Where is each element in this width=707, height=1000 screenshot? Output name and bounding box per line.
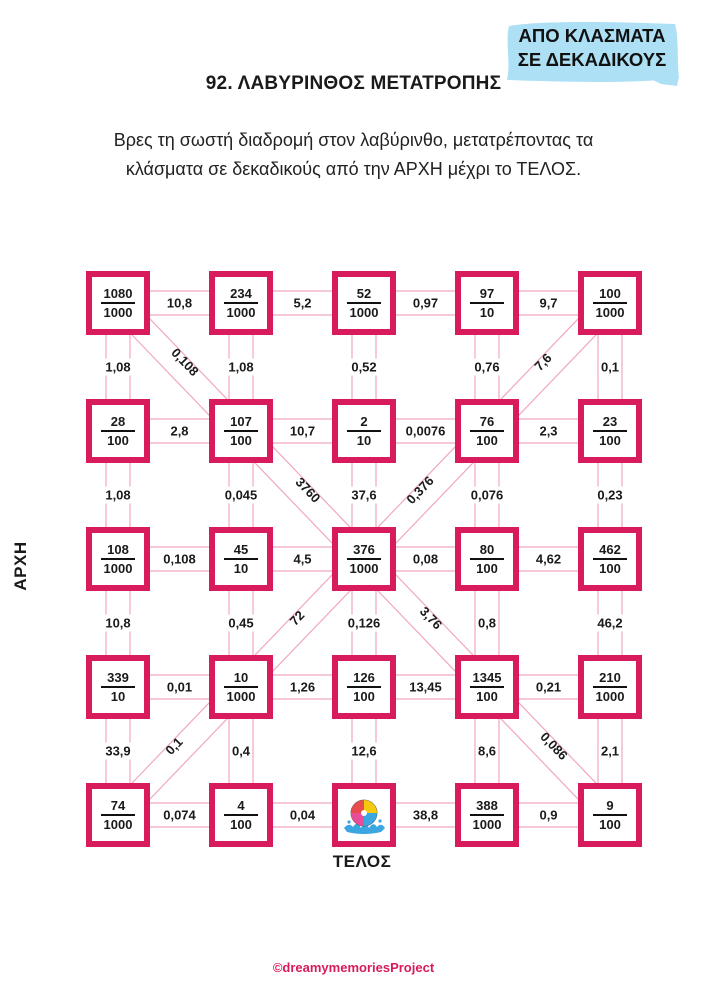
fraction-cell: [455, 655, 519, 719]
numerator: 10: [233, 670, 249, 686]
numerator: 2: [360, 414, 368, 430]
edge-label-h: 0,9: [539, 807, 558, 823]
fraction-bar: [347, 430, 381, 432]
edge-label-h: 10,7: [289, 423, 316, 439]
denominator: 1000: [103, 304, 133, 320]
edge-label-v: 46,2: [597, 615, 623, 631]
denominator: 10: [110, 688, 126, 704]
badge-line-2: ΣΕ ΔΕΚΑΔΙΚΟΥΣ: [517, 49, 667, 70]
edge-label-h: 0,108: [163, 551, 196, 567]
numerator: 9: [606, 798, 614, 814]
fraction-cell: [209, 655, 273, 719]
edge-label-h: 0,04: [289, 807, 316, 823]
edge-label-v: 33,9: [105, 743, 131, 759]
numerator: 1080: [103, 286, 133, 302]
edge-label-diagonal: 0,376: [403, 473, 438, 508]
edge-label-diagonal: 0,086: [536, 729, 571, 764]
edge-label-h: 38,8: [412, 807, 439, 823]
edge-label-v: 10,8: [105, 615, 131, 631]
edge-label-v: 1,08: [228, 359, 254, 375]
fraction-bar: [593, 302, 627, 304]
edge-label-v: 1,08: [105, 359, 131, 375]
fraction-bar: [224, 430, 258, 432]
fraction-cell: [578, 655, 642, 719]
numerator: 4: [237, 798, 245, 814]
fraction-cell: [455, 271, 519, 335]
fraction-cell: [209, 527, 273, 591]
fraction-cell: [332, 399, 396, 463]
fraction-bar: [593, 430, 627, 432]
edge-label-v: 0,23: [597, 487, 623, 503]
edge-label-h: 1,26: [289, 679, 316, 695]
numerator: 210: [599, 670, 621, 686]
denominator: 10: [233, 560, 249, 576]
edge-label-h: 13,45: [409, 679, 442, 695]
denominator: 100: [353, 688, 375, 704]
edge-label-diagonal: 0,108: [167, 345, 202, 380]
fraction-bar: [101, 302, 135, 304]
denominator: 100: [476, 560, 498, 576]
denominator: 1000: [226, 304, 256, 320]
numerator: 97: [479, 286, 495, 302]
fraction-cell: [332, 271, 396, 335]
fraction-cell: [209, 783, 273, 847]
numerator: 74: [110, 798, 126, 814]
fraction-bar: [347, 302, 381, 304]
fraction-cell: [209, 399, 273, 463]
edge-label-v: 0,52: [351, 359, 377, 375]
edge-label-h: 9,7: [539, 295, 558, 311]
page-title: 92. ΛΑΒΥΡΙΝΘΟΣ ΜΕΤΑΤΡΟΠΗΣ: [205, 73, 502, 94]
instructions-line-1: Βρες τη σωστή διαδρομή στον λαβύρινθο, μετατρέποντας τα: [113, 130, 594, 150]
numerator: 126: [353, 670, 375, 686]
numerator: 339: [107, 670, 129, 686]
edge-label-v: 0,076: [470, 487, 504, 503]
denominator: 1000: [349, 560, 379, 576]
fraction-bar: [101, 686, 135, 688]
edge-label-h: 0,97: [412, 295, 439, 311]
fraction-bar: [470, 558, 504, 560]
fraction-cell: [86, 655, 150, 719]
denominator: 100: [599, 560, 621, 576]
denominator: 100: [107, 432, 129, 448]
start-label: ΑΡΧΗ: [11, 541, 30, 591]
denominator: 1000: [595, 304, 625, 320]
edge-label-v: 1,08: [105, 487, 131, 503]
fraction-bar: [593, 558, 627, 560]
fraction-bar: [347, 558, 381, 560]
numerator: 76: [479, 414, 495, 430]
denominator: 1000: [472, 816, 502, 832]
fraction-bar: [470, 686, 504, 688]
numerator: 108: [107, 542, 129, 558]
fraction-cell: [578, 399, 642, 463]
fraction-bar: [470, 302, 504, 304]
denominator: 100: [599, 432, 621, 448]
beach-ball-splash-icon: [341, 792, 387, 838]
edge-label-diagonal: 7,6: [531, 350, 556, 374]
credit-text: ©dreamymemoriesProject: [272, 960, 435, 975]
fraction-bar: [101, 430, 135, 432]
edge-label-v: 0,4: [231, 743, 251, 759]
fraction-bar: [224, 686, 258, 688]
edge-label-h: 4,5: [293, 551, 312, 567]
fraction-cell: [455, 527, 519, 591]
numerator: 52: [356, 286, 372, 302]
fraction-cell: [578, 783, 642, 847]
fraction-cell: [332, 527, 396, 591]
edge-label-v: 0,126: [347, 615, 381, 631]
edge-label-h: 4,62: [535, 551, 562, 567]
edge-label-h: 2,3: [539, 423, 558, 439]
fraction-cell: [209, 271, 273, 335]
edge-label-diagonal: 3,76: [416, 603, 445, 633]
fraction-bar: [224, 302, 258, 304]
numerator: 462: [599, 542, 621, 558]
denominator: 1000: [103, 816, 133, 832]
denominator: 100: [599, 816, 621, 832]
edge-label-v: 2,1: [600, 743, 620, 759]
edge-label-v: 8,6: [477, 743, 497, 759]
edge-label-v: 0,45: [228, 615, 254, 631]
badge-line-1: ΑΠΟ ΚΛΑΣΜΑΤΑ: [518, 25, 666, 46]
denominator: 100: [476, 688, 498, 704]
numerator: 45: [233, 542, 249, 558]
fraction-bar: [470, 814, 504, 816]
end-cell: [332, 783, 396, 847]
fraction-bar: [470, 430, 504, 432]
numerator: 234: [230, 286, 252, 302]
edge-label-v: 0,76: [474, 359, 500, 375]
fraction-cell: [578, 271, 642, 335]
fraction-bar: [101, 558, 135, 560]
fraction-bar: [347, 686, 381, 688]
fraction-bar: [593, 686, 627, 688]
edge-label-h: 0,08: [412, 551, 439, 567]
edge-label-h: 10,8: [166, 295, 193, 311]
numerator: 376: [353, 542, 375, 558]
denominator: 1000: [226, 688, 256, 704]
denominator: 100: [476, 432, 498, 448]
numerator: 80: [479, 542, 495, 558]
numerator: 388: [476, 798, 498, 814]
fraction-cell: [86, 399, 150, 463]
denominator: 1000: [103, 560, 133, 576]
numerator: 28: [110, 414, 126, 430]
fraction-cell: [578, 527, 642, 591]
instructions-line-2: κλάσματα σε δεκαδικούς από την ΑΡΧΗ μέχρι το ΤΕΛΟΣ.: [125, 159, 582, 179]
edge-label-h: 5,2: [293, 295, 312, 311]
fraction-cell: [332, 655, 396, 719]
edge-label-h: 0,074: [163, 807, 196, 823]
fraction-bar: [101, 814, 135, 816]
fraction-cell: [86, 783, 150, 847]
denominator: 100: [230, 432, 252, 448]
numerator: 1345: [472, 670, 502, 686]
denominator: 10: [479, 304, 495, 320]
fraction-cell: [455, 399, 519, 463]
fraction-bar: [224, 814, 258, 816]
edge-label-h: 0,0076: [405, 423, 446, 439]
denominator: 1000: [349, 304, 379, 320]
numerator: 100: [599, 286, 621, 302]
denominator: 1000: [595, 688, 625, 704]
edge-label-diagonal: 0,1: [162, 734, 187, 758]
edge-label-v: 37,6: [351, 487, 377, 503]
edge-label-h: 2,8: [170, 423, 189, 439]
fraction-bar: [593, 814, 627, 816]
numerator: 23: [602, 414, 618, 430]
edge-label-h: 0,01: [166, 679, 193, 695]
denominator: 100: [230, 816, 252, 832]
fraction-cell: [86, 271, 150, 335]
end-label: ΤΕΛΟΣ: [332, 852, 392, 871]
edge-label-v: 0,045: [224, 487, 258, 503]
edge-label-h: 0,21: [535, 679, 562, 695]
numerator: 107: [230, 414, 252, 430]
fraction-bar: [224, 558, 258, 560]
edge-label-v: 12,6: [351, 743, 377, 759]
edge-label-v: 0,1: [600, 359, 620, 375]
edge-label-diagonal: 3760: [292, 474, 323, 506]
fraction-cell: [86, 527, 150, 591]
edge-label-v: 0,8: [477, 615, 497, 631]
denominator: 10: [356, 432, 372, 448]
fraction-cell: [455, 783, 519, 847]
edge-label-diagonal: 72: [287, 607, 308, 629]
